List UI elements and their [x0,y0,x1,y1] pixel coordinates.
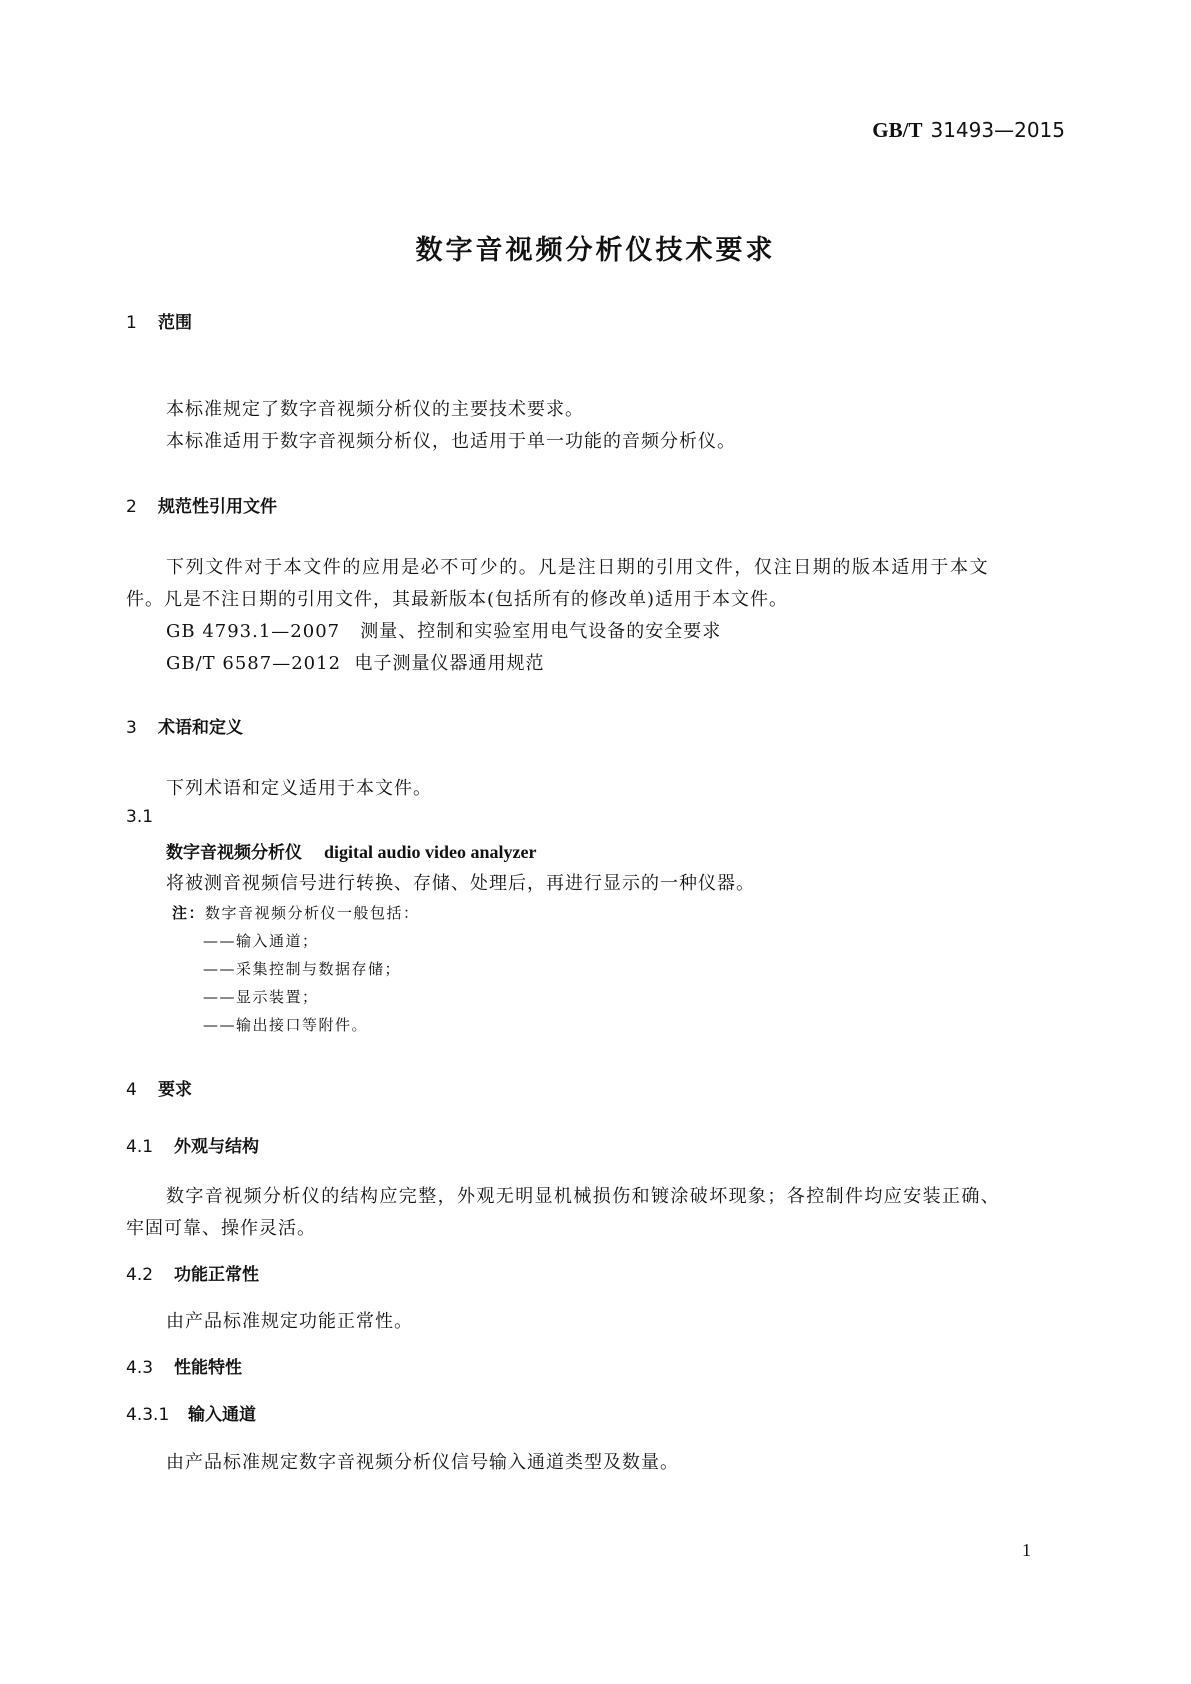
section-3-heading [126,713,243,738]
page-number: 1 [1022,1540,1031,1560]
note-list-item: ——采集控制与数据存储； [203,960,402,978]
section-1-heading [126,308,192,333]
note-text: 数字音视频分析仪一般包括： [205,904,420,922]
section-number: 4 [126,1080,137,1100]
subsection-number: 4.1 [126,1137,154,1157]
section-title: 术语和定义 [158,718,243,738]
paragraph: 由产品标准规定功能正常性。 [166,1311,413,1332]
section-number: 1 [126,313,137,333]
note-list-item: ——输入通道； [203,932,319,950]
document-title: 数字音视频分析仪技术要求 [415,235,776,266]
section-number: 3 [126,718,137,738]
subsection-title: 外观与结构 [174,1137,259,1157]
note-list-item: ——显示装置； [203,988,319,1006]
term-chinese: 数字音视频分析仪 [166,843,302,863]
section-title: 规范性引用文件 [158,497,277,517]
subsection-number: 4.2 [126,1265,154,1285]
subsection-4-2-heading [126,1260,259,1285]
subsection-title: 输入通道 [188,1405,256,1425]
subsection-3-1-number [126,807,153,827]
subsection-number: 4.3.1 [126,1405,170,1425]
term-english: digital audio video analyzer [324,842,537,862]
paragraph: 本标准规定了数字音视频分析仪的主要技术要求。 [166,399,584,420]
subsection-number: 4.3 [126,1358,154,1378]
section-title: 范围 [158,313,192,333]
reference-item [166,649,544,675]
term-definition: 将被测音视频信号进行转换、存储、处理后，再进行显示的一种仪器。 [166,873,755,894]
standard-code: 31493—2015 [930,118,1065,142]
section-2-heading [126,492,277,517]
paragraph: 件。凡是不注日期的引用文件，其最新版本(包括所有的修改单)适用于本文件。 [126,589,789,610]
paragraph: 数字音视频分析仪的结构应完整，外观无明显机械损伤和镀涂破坏现象；各控制件均应安装正确、 [166,1186,1001,1207]
subsection-4-3-1-heading [126,1400,256,1425]
section-title: 要求 [158,1080,192,1100]
paragraph: 牢固可靠、操作灵活。 [126,1218,316,1239]
note [172,902,420,923]
paragraph: 由产品标准规定数字音视频分析仪信号输入通道类型及数量。 [166,1452,679,1473]
subsection-number: 3.1 [126,807,154,827]
subsection-4-3-heading [126,1353,242,1378]
paragraph: 下列文件对于本文件的应用是必不可少的。凡是注日期的引用文件，仅注日期的版本适用于本文 [166,557,990,578]
subsection-title: 功能正常性 [174,1265,259,1285]
section-4-heading [126,1075,192,1100]
reference-code: GB/T 6587—2012 [166,653,342,674]
paragraph: 下列术语和定义适用于本文件。 [166,778,432,799]
standard-number [0,118,1065,143]
reference-title: 测量、控制和实验室用电气设备的安全要求 [360,621,722,642]
reference-item [166,617,721,643]
note-list-item: ——输出接口等附件。 [203,1016,369,1034]
note-label: 注： [172,904,206,922]
subsection-title: 性能特性 [174,1358,242,1378]
paragraph: 本标准适用于数字音视频分析仪，也适用于单一功能的音频分析仪。 [166,431,736,452]
reference-title: 电子测量仪器通用规范 [354,653,545,674]
term-entry [166,838,537,863]
reference-code: GB 4793.1—2007 [166,621,341,642]
section-number: 2 [126,497,137,517]
standard-prefix: GB/T [872,118,923,142]
subsection-4-1-heading [126,1132,259,1157]
